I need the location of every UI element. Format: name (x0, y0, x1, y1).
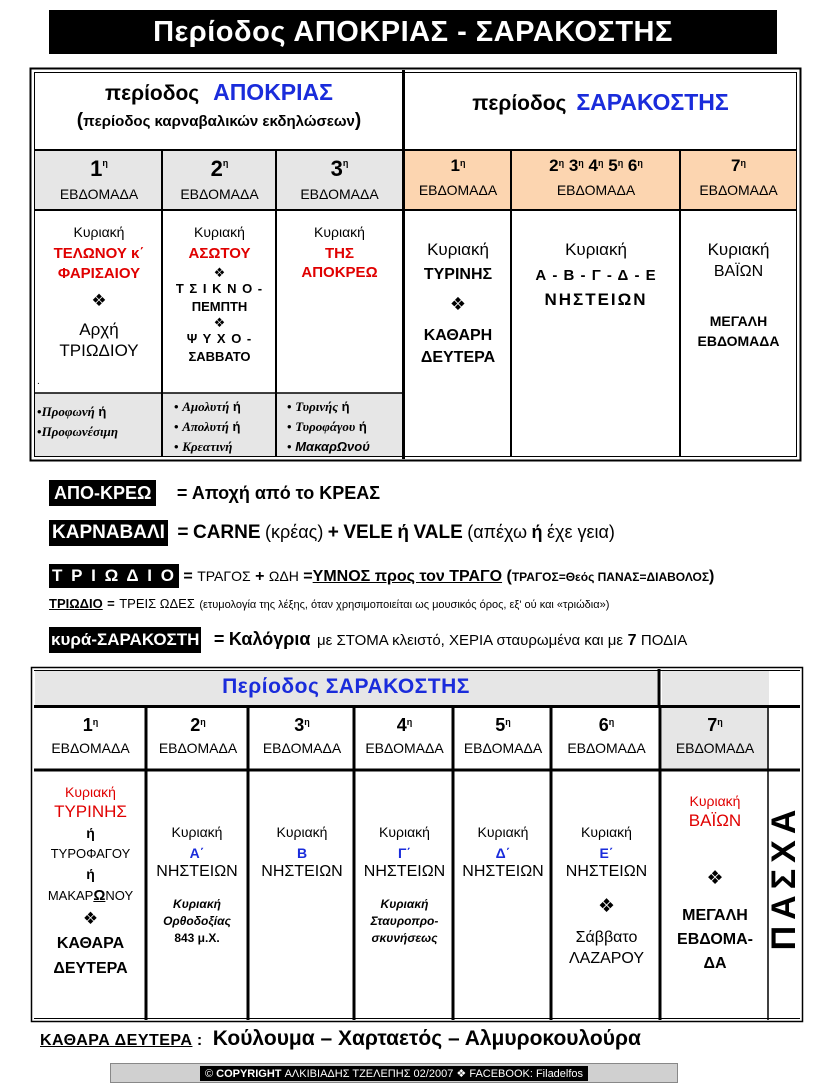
copyright-bar: © COPYRIGHT ΑΛΚΙΒΙΑΔΗΣ ΤΖΕΛΕΠΗΣ 02/2007 ❖ FACEBOOK: Filadelfos (110, 1063, 678, 1083)
sarakosti-week-6-header: $6^\eta$ ΕΒΔΟΜΑΔΑ (567, 715, 646, 756)
diamond-icon: ❖ (456, 1067, 467, 1080)
sarakosti-week-4-header: $4^\eta$ ΕΒΔΟΜΑΔΑ (365, 715, 444, 756)
sarakosti-title: ΣΑΡΑΚΟΣΤΗΣ (576, 89, 729, 115)
diamond-icon: ❖ (213, 266, 226, 281)
sarakosti-week-2-header: $2^\eta$ ΕΒΔΟΜΑΔΑ (158, 715, 238, 756)
sarakosti-week-5-header: $5^\eta$ ΕΒΔΟΜΑΔΑ (463, 715, 543, 756)
sarakosti-top-week-7-header: $7^\eta$ ΕΒΔΟΜΑΔΑ (699, 156, 778, 198)
sarakosti-week-3-cell: Κυριακή Β ΝΗΣΤΕΙΩΝ (261, 824, 343, 880)
apokria-notes-3: • Τυρινής ή • Τυροφάγου ή • ΜακαρΩνού (287, 399, 370, 454)
definition-triodio-2: ΤΡΙΩΔΙΟ = ΤΡΕΙΣ ΩΔΕΣ (ετυμολογία της λέξης, όταν χρησιμοποιείται ως μουσικός όρος, εξ' ού και «τριώδια») (49, 596, 610, 611)
sarakosti-week-1-header: $1^\eta$ ΕΒΔΟΜΑΔΑ (51, 715, 130, 756)
footer-kathara-deutera: ΚΑΘΑΡΑ ΔΕΥΤΕΡΑ : Κούλουμα – Χαρταετός – Αλμυροκουλούρα (40, 1027, 641, 1050)
copyright-icon: © (204, 1068, 214, 1080)
sarakosti-week-4-cell: Κυριακή Γ΄ ΝΗΣΤΕΙΩΝ Κυριακή Σταυροπρο- σκυνήσεως (363, 824, 446, 945)
sarakosti-top-cell-2-6: Κυριακή Α - Β - Γ - Δ - Ε ΝΗΣΤΕΙΩΝ (535, 240, 657, 309)
diamond-icon: ❖ (597, 895, 616, 917)
page-title: Περίοδος ΑΠΟΚΡΙΑΣ - ΣΑΡΑΚΟΣΤΗΣ (49, 10, 777, 54)
apokria-week-3-cell: Κυριακή ΤΗΣ ΑΠΟΚΡΕΩ (301, 224, 378, 281)
sarakosti-top-week-2-6-header: $2^\eta$ $3^\eta$ $4^\eta$ $5^\eta$ $6^\eta$ ΕΒΔΟΜΑΔΑ (549, 156, 643, 198)
apokria-week-1-cell: Κυριακή ΤΕΛΩΝΟΥ κ΄ ΦΑΡΙΣΑΙΟΥ ❖ Αρχή ΤΡΙΩΔΙΟΥ (36, 224, 162, 361)
diamond-icon: ❖ (449, 294, 467, 315)
apokria-week-3-header: $3^\eta$ ΕΒΔΟΜΑΔΑ (300, 156, 379, 202)
apokria-title: ΑΠΟΚΡΙΑΣ (213, 79, 333, 105)
sarakosti-week-1-cell: Κυριακή ΤΥΡΙΝΗΣ ή ΤΥΡΟΦΑΓΟΥ ή ΜΑΚΑΡΩΝΟΥ ❖ ΚΑΘΑΡΑ ΔΕΥΤΕΡΑ (35, 784, 146, 978)
diamond-icon: ❖ (91, 291, 107, 311)
definition-triodio: Τ Ρ Ι Ω Δ Ι Ο = ΤΡΑΓΟΣ + ΩΔΗ =ΥΜΝΟΣ προς τον ΤΡΑΓΟ (ΤΡΑΓΟΣ=Θεός ΠΑΝΑΣ=ΔΙΑΒΟΛΟΣ) (49, 564, 714, 588)
stray-dot: . (37, 376, 40, 387)
apokria-week-2-header: $2^\eta$ ΕΒΔΟΜΑΔΑ (180, 156, 259, 202)
sarakosti-word: περίοδος (472, 92, 567, 115)
sarakosti-week-6-cell: Κυριακή Ε΄ ΝΗΣΤΕΙΩΝ ❖ Σάββατο ΛΑΖΑΡΟΥ (553, 824, 660, 968)
apokria-word: περίοδος (105, 82, 200, 105)
diamond-icon: ❖ (213, 316, 226, 331)
apokria-notes-2: • Αμολυτή ή • Απολυτή ή • Κρεατινή (174, 399, 241, 454)
sarakosti-week-3-header: $3^\eta$ ΕΒΔΟΜΑΔΑ (262, 715, 342, 756)
sarakosti-top-week-1-header: $1^\eta$ ΕΒΔΟΜΑΔΑ (418, 156, 498, 198)
definition-kyra-sarakosti: κυρά-ΣΑΡΑΚΟΣΤΗ = Καλόγρια με ΣΤΟΜΑ κλειστό, ΧΕΡΙΑ σταυρωμένα και με 7 ΠΟΔΙΑ (49, 627, 687, 653)
diamond-icon: ❖ (82, 909, 99, 929)
sarakosti-week-7-header: $7^\eta$ ΕΒΔΟΜΑΔΑ (675, 715, 755, 756)
apokria-notes-1: •Προφωνή ή •Προφωνέσιμη (37, 404, 118, 439)
apokria-subtitle: περίοδος καρναβαλικών εκδηλώσεων (83, 113, 355, 130)
diamond-icon: ❖ (706, 867, 724, 889)
sarakosti-week-2-cell: Κυριακή Α΄ ΝΗΣΤΕΙΩΝ Κυριακή Ορθοδοξίας 843 μ.Χ. (156, 824, 238, 945)
sarakosti-week-5-cell: Κυριακή Δ΄ ΝΗΣΤΕΙΩΝ (462, 824, 544, 880)
definition-apokreo: ΑΠΟ-ΚΡΕΩ = Αποχή από το ΚΡΕΑΣ (49, 480, 380, 506)
sarakosti-top-cell-1: Κυριακή ΤΥΡΙΝΗΣ ❖ ΚΑΘΑΡΗ ΔΕΥΤΕΡΑ (405, 240, 511, 367)
apokria-week-2-cell: Κυριακή ΑΣΩΤΟΥ ❖ Τ Σ Ι Κ Ν Ο - ΠΕΜΠΤΗ ❖ Ψ Υ Χ Ο - ΣΑΒΒΑΤΟ (163, 224, 276, 364)
sarakosti-top-header (405, 89, 796, 116)
sarakosti-week-7-cell: Κυριακή ΒΑΪΩΝ ❖ ΜΕΓΑΛΗ ΕΒΔΟΜΑ- ΔΑ (662, 793, 768, 973)
apokria-header: περίοδος ΑΠΟΚΡΙΑΣ (περίοδος καρναβαλικών εκδηλώσεων) (76, 79, 362, 131)
apokria-week-1-header: $1^\eta$ ΕΒΔΟΜΑΔΑ (59, 156, 139, 202)
sarakosti-top-cell-7: Κυριακή ΒΑΪΩΝ ΜΕΓΑΛΗ ΕΒΔΟΜΑΔΑ (697, 240, 780, 349)
bottom-table-title: Περίοδος ΣΑΡΑΚΟΣΤΗΣ (222, 675, 470, 698)
definition-karnavali: ΚΑΡΝΑΒΑΛΙ = CARNE (κρέας) + VELE ή VALE (απέχω ή έχε γεια) (49, 520, 615, 546)
